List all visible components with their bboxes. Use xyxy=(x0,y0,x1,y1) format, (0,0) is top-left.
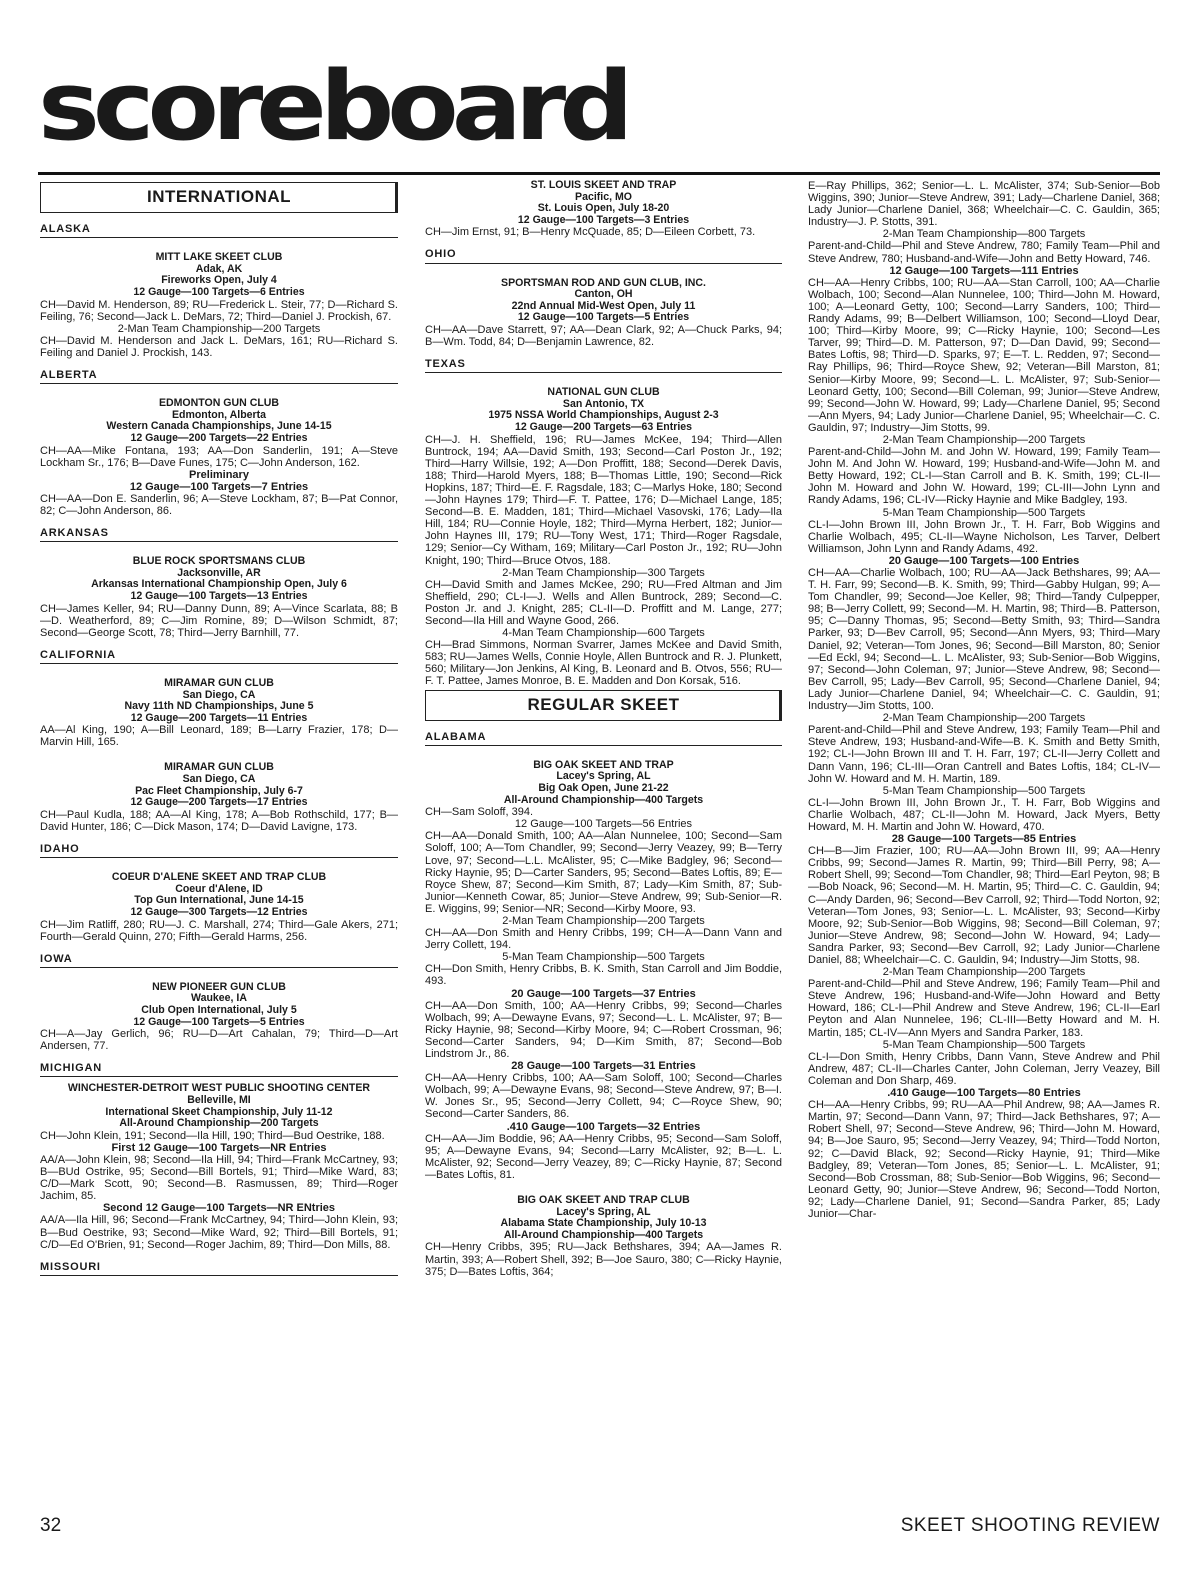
event-header-line: 12 Gauge—100 Targets—5 Entries xyxy=(133,1015,305,1028)
club-name: WINCHESTER-DETROIT WEST PUBLIC SHOOTING CENTER xyxy=(67,1082,371,1095)
masthead-rule xyxy=(38,172,1160,175)
results-text: CH—Henry Cribbs, 395; RU—Jack Bethshares, 394; AA—James R. Martin, 393; A—Robert Shell, 392; B—Joe Sauro, 380; C—Ricky Haynie, 375; D—Bates Loftis, 364; xyxy=(425,1241,782,1278)
results-text: CH—AA—Donald Smith, 100; AA—Alan Nunnelee, 100; Second—Sam Soloff, 100; A—Tom Chandler, 99; Second—Jerry Veazey, 99; B—Terry Love, 97; Second—L.L. McAlister, 95; C—Mike Badgley, 96; Second—Ricky Haynie, 95; D—Carter Sanders, 95; Second—Bates Loftis, 89; E—Royce Shew, 87; Second—Kim Smith, 87; Lady—Kim Smith, 87; Sub-Junior—Kenneth Cowar, 85; Junior—Steve Andrew, 99; Sub-Senior—R. E. Wiggins, 99; Senior—NR; Second—Kirby Moore, 93. xyxy=(425,830,782,915)
event-header-line: 12 Gauge—100 Targets—5 Entries xyxy=(517,311,690,324)
event-header-line: Pacific, MO xyxy=(575,190,632,203)
results-text: Parent-and-Child—John M. and John W. Howard, 199; Family Team—John M. And John W. Howard, 199; Husband-and-Wife—John M. and Betty Howard, 192; CL-I—Stan Carroll and B. K. Smith, 199; CL-II—John M. Howard and John W. Howard, 199; CL-III—John Lynn and Randy Adams, 196; CL-IV—Ricky Haynie and Mike Badgley, 193. xyxy=(808,446,1160,507)
results-text: CH—Don Smith, Henry Cribbs, B. K. Smith, Stan Carroll and Jim Boddie, 493. xyxy=(425,963,782,988)
club-name: BIG OAK SKEET AND TRAP CLUB xyxy=(517,1194,690,1207)
club-name: NEW PIONEER GUN CLUB xyxy=(152,980,286,993)
event-header-line: San Diego, CA xyxy=(182,688,256,701)
results-text: CH—B—Jim Frazier, 100; RU—AA—John Brown III, 99; AA—Henry Cribbs, 99; Second—James R. Martin, 99; Third—Bill Perry, 98; A—Robert Shell, 99; Second—Tom Chandler, 98; Third—Earl Peyton, 98; B—Bob Noack, 96; Second—M. H. Martin, 95; Third—C. C. Gauldin, 94; C—Andy Darden, 96; Second—Bev Carroll, 92; Third—Todd Norton, 92; Veteran—Tom Jones, 93; Senior—L. L. McAlister, 93; Second—Kirby Moore, 92; Sub-Senior—Bob Wiggins, 98; Second—Bill Coleman, 97; Junior—Steve Andrew, 98; Second—John W. Howard, 94; Lady—Sandra Parker, 93; Second—Bev Carroll, 92; Lady Junior—Charlene Daniel, 88; Wheelchair—C. C. Gauldin, 94; Industry—Jim Stotts, 98. xyxy=(808,845,1160,966)
club-name: MIRAMAR GUN CLUB xyxy=(164,676,274,689)
event-subheading: 5-Man Team Championship—500 Targets xyxy=(502,951,705,964)
column-1 xyxy=(40,180,398,1485)
event-header-line: Top Gun International, June 14-15 xyxy=(134,894,304,907)
event-header-line: Big Oak Open, June 21-22 xyxy=(538,781,669,794)
results-text: AA/A—John Klein, 98; Second—Ila Hill, 94; Third—Frank McCartney, 93; B—BUd Ostrike, 95; Second—Bill Bortels, 91; Third—Mike Ward, 83; C/D—Mark Scott, 90; Second—B. Rasmussen, 89; Third—Roger Jachim, 85. xyxy=(40,1154,398,1203)
event-subheading: 2-Man Team Championship—300 Targets xyxy=(502,566,705,579)
event-subheading: 2-Man Team Championship—200 Targets xyxy=(117,322,321,335)
results-text: CH—AA—Don Smith, 100; AA—Henry Cribbs, 99; Second—Charles Wolbach, 99; A—Dewayne Evans, 97; Second—L. L. McAlister, 97; B—Ricky Haynie, 98; Second—Kirby Moore, 94; C—Robert Crossman, 96; Second—Carter Sanders, 94; D—Kim Smith, 87; Second—Bob Lindstrom Jr., 86. xyxy=(425,999,782,1060)
event-header-line: All-Around Championship—200 Targets xyxy=(119,1117,319,1130)
event-subheading: 20 Gauge—100 Targets—37 Entries xyxy=(511,987,696,1000)
state-heading: MICHIGAN xyxy=(40,1062,398,1077)
results-text: CH—AA—Dave Starrett, 97; AA—Dean Clark, 92; A—Chuck Parks, 94; B—Wm. Todd, 84; D—Benjamin Lawrence, 82. xyxy=(425,323,782,349)
event-block xyxy=(425,387,782,687)
results-text: Parent-and-Child—Phil and Steve Andrew, 196; Family Team—Phil and Steve Andrew, 196; Husband-and-Wife—John Howard and Betty Howard, 186; CL-I—Phil Andrew and Steve Andrew, 196; CL-II—Earl Peyton and Alan Nunnelee, 196; CL-III—Betty Howard and M. H. Martin, 185; CL-IV—Ann Myers and Sandra Parker, 183. xyxy=(808,978,1160,1039)
results-text: CH—AA—Don E. Sanderlin, 96; A—Steve Lockham, 87; B—Pat Connor, 82; C—John Anderson, 86. xyxy=(40,492,398,517)
event-block xyxy=(40,398,398,517)
event-header-line: Lacey's Spring, AL xyxy=(556,1205,651,1218)
event-block xyxy=(40,762,398,833)
event-subheading: 12 Gauge—100 Targets—111 Entries xyxy=(889,264,1079,277)
event-block xyxy=(40,982,398,1053)
state-heading: ALABAMA xyxy=(425,731,782,746)
event-subheading: 5-Man Team Championship—500 Targets xyxy=(882,784,1086,797)
event-header-line: 12 Gauge—200 Targets—11 Entries xyxy=(130,711,308,724)
results-text: CH—AA—Henry Cribbs, 100; AA—Sam Soloff, 100; Second—Charles Wolbach, 99; A—Dewayne Evans, 98; Second—Steve Andrew, 97; B—I. W. Jones Sr., 95; Second—Jerry Collett, 94; C—Royce Shew, 90; Second—Carter Sanders, 86. xyxy=(425,1072,782,1121)
event-subheading: Preliminary xyxy=(189,468,249,481)
event-header-line: 12 Gauge—100 Targets—6 Entries xyxy=(133,285,305,298)
results-text: CH—A—Jay Gerlich, 96; RU—D—Art Cahalan, 79; Third—D—Art Andersen, 77. xyxy=(40,1028,398,1053)
club-name: EDMONTON GUN CLUB xyxy=(158,397,280,410)
page-number: 32 xyxy=(40,1515,62,1536)
results-text: CH—AA—Henry Cribbs, 99; RU—AA—Phil Andrew, 98; AA—James R. Martin, 97; Second—Dann Vann, 97; Third—Jack Bethshares, 97; A—Robert Shell, 97; Second—Steve Andrew, 96; Third—John M. Howard, 94; B—Joe Sauro, 95; Second—Jerry Veazey, 94; Third—Todd Norton, 92; C—David Black, 92; Second—Ricky Haynie, 91; Third—Mike Badgley, 89; Veteran—Tom Jones, 85; Senior—L. L. McAlister, 91; Second—Bob Crossman, 88; Sub-Senior—Bob Wiggins, 96; Second—Leonard Getty, 90; Junior—Steve Andrew, 96; Second—Todd Norton, 92; Lady—Charlene Daniel, 91; Second—Sandra Parker, 85; Lady Junior—Char- xyxy=(808,1099,1160,1220)
event-subheading: 12 Gauge—100 Targets—7 Entries xyxy=(129,480,309,493)
results-text: CH—AA—Jim Boddie, 96; AA—Henry Cribbs, 95; Second—Sam Soloff, 95; A—Dewayne Evans, 94; Second—Larry McAlister, 92; B—L. L. McAlister, 92; Second—Jerry Veazey, 89; C—Ricky Haynie, 87; Second—Bates Loftis, 81. xyxy=(425,1132,782,1181)
event-subheading: 2-Man Team Championship—200 Targets xyxy=(882,433,1086,446)
results-text: CH—Brad Simmons, Norman Svarrer, James McKee and David Smith, 583; RU—James Wells, Connie Hoyle, Allen Buntrock and R. J. Plunkett, 560; Military—Jon Jenkins, Al King, B. Leonard and B. Otvos, 556; RU—F. T. Pattee, James Monroe, B. E. Madden and Don Korsak, 516. xyxy=(425,639,782,688)
club-name: MITT LAKE SKEET CLUB xyxy=(155,251,283,264)
event-header-line: International Skeet Championship, July 11-12 xyxy=(105,1105,333,1118)
results-text: E—Ray Phillips, 362; Senior—L. L. McAlister, 374; Sub-Senior—Bob Wiggins, 390; Junior—Steve Andrew, 391; Lady—Charlene Daniel, 368; Lady Junior—Charlene Daniel, 368; Wheelchair—C. C. Gauldin, 365; Industry—J. P. Stotts, 391. xyxy=(808,180,1160,229)
results-text: CH—James Keller, 94; RU—Danny Dunn, 89; A—Vince Scarlata, 88; B—D. Weatherford, 89; C—Jim Romine, 89; D—Wilson Schmidt, 87; Second—George Scott, 78; Third—Jerry Barnhill, 77. xyxy=(40,602,398,639)
event-subheading: First 12 Gauge—100 Targets—NR Entries xyxy=(111,1141,327,1154)
results-text: CH—Jim Ernst, 91; B—Henry McQuade, 85; D—Eileen Corbett, 73. xyxy=(425,226,756,239)
event-header-line: Adak, AK xyxy=(195,262,243,275)
results-text: AA—Al King, 190; A—Bill Leonard, 189; B—Larry Frazier, 178; D—Marvin Hill, 165. xyxy=(40,724,398,749)
event-block xyxy=(40,1083,398,1250)
publication-name: SKEET SHOOTING REVIEW xyxy=(900,1515,1160,1536)
event-header-line: St. Louis Open, July 18-20 xyxy=(537,202,670,215)
results-text: CH—J. H. Sheffield, 196; RU—James McKee, 194; Third—Allen Buntrock, 194; AA—David Smith, 193; Second—Carl Poston Jr., 192; Third—Harry Willsie, 192; A—Don Proffitt, 188; Second—Derek Davis, 188; Third—Harold Myers, 188; B—Thomas Little, 190; Second—Rick Hopkins, 187; Third—E. F. Ragsdale, 183; C—Marlys Hoke, 180; Second—John Haynes 179; Third—F. T. Pattee, 176; D—Michael Lange, 185; Second—B. E. Madden, 181; Third—Michael Vasovski, 176; Lady—Ila Hill, 184; RU—Connie Hoyle, 182; Third—Myrna Herbert, 182; Junior—John Haynes III, 179; RU—Tony West, 171; Third—Roger Ragsdale, 129; Senior—Cy Witham, 169; Military—Carl Poston Jr., 192; RU—John Knight, 190; Third—Bruce Otvos, 188. xyxy=(425,433,782,567)
results-text: CH—AA—Charlie Wolbach, 100; RU—AA—Jack Bethshares, 99; AA—T. H. Farr, 99; Second—B. K. Smith, 99; Third—Gabby Hulgan, 99; A—Tom Chandler, 99; Second—Joe Keller, 98; Third—Tandy Culpepper, 98; B—Jerry Collett, 99; Second—M. H. Martin, 98; Third—B. Patterson, 95; C—Danny Thomas, 95; Second—Betty Smith, 93; Third—Sandra Parker, 93; D—Bev Carroll, 95; Second—Ann Myers, 93; Third—Mary Daniel, 92; Veteran—Tom Jones, 96; Second—Bill Marston, 80; Senior—Ed Eckl, 94; Second—L. L. McAlister, 93; Sub-Senior—Bob Wiggins, 97; Second—John Coleman, 97; Junior—Steve Andrew, 98; Second—Bev Carroll, 95; Lady—Bev Carroll, 95; Second—Charlene Daniel, 94; Lady Junior—Charlene Daniel, 94; Wheelchair—C. C. Gauldin, 91; Industry—Jim Stotts, 100. xyxy=(808,567,1160,713)
event-block xyxy=(808,180,1160,1220)
event-header-line: Club Open International, July 5 xyxy=(141,1003,297,1016)
event-header-line: Belleville, MI xyxy=(187,1094,251,1107)
state-heading: OHIO xyxy=(425,248,782,263)
event-header-line: Western Canada Championships, June 14-15 xyxy=(106,420,332,433)
club-name: NATIONAL GUN CLUB xyxy=(547,386,660,399)
results-text: CH—AA—Henry Cribbs, 100; RU—AA—Stan Carroll, 100; AA—Charlie Wolbach, 100; Second—Alan Nunnelee, 100; Third—John M. Howard, 100; A—Leonard Getty, 100; Second—Larry Sanders, 100; Third—Randy Adams, 99; B—Delbert Williamson, 100; Second—Lloyd Dear, 100; Third—Kirby Moore, 99; C—Ricky Haynie, 100; Second—Les Tarver, 99; Third—D. M. Patterson, 97; D—Dan David, 99; Second—Bates Loftis, 98; Third—D. Sparks, 97; E—T. L. Redden, 97; Second—Ray Phillips, 96; Third—Royce Shew, 92; Veteran—Bill Marston, 81; Senior—Kirby Moore, 99; Second—L. L. McAlister, 97; Sub-Senior—Leonard Getty, 100; Second—Bill Coleman, 99; Junior—Steve Andrew, 99; Second—John W. Howard, 99; Lady—Charlene Daniel, 95; Second—Ann Myers, 94; Lady Junior—Charlene Daniel, 95; Wheelchair—C. C. Gauldin, 97; Industry—Jim Stotts, 99. xyxy=(808,276,1160,434)
state-heading: ALBERTA xyxy=(40,369,398,384)
event-subheading: 2-Man Team Championship—800 Targets xyxy=(882,228,1086,241)
results-text: CL-I—Don Smith, Henry Cribbs, Dann Vann, Steve Andrew and Phil Andrew, 487; CL-II—Charles Canter, John Coleman, Jerry Veazey, Bill Coleman and Don Sharp, 469. xyxy=(808,1050,1160,1087)
state-heading: CALIFORNIA xyxy=(40,649,398,664)
event-header-line: Pac Fleet Championship, July 6-7 xyxy=(135,784,303,797)
results-text: CH—Sam Soloff, 394. xyxy=(425,806,534,819)
event-subheading: 2-Man Team Championship—200 Targets xyxy=(882,966,1086,979)
event-subheading: 4-Man Team Championship—600 Targets xyxy=(502,627,705,640)
club-name: MIRAMAR GUN CLUB xyxy=(164,761,274,774)
column-2 xyxy=(425,180,782,1485)
event-header-line: San Antonio, TX xyxy=(562,397,645,410)
results-text: CH—Paul Kudla, 188; AA—Al King, 178; A—Bob Rothschild, 177; B—David Hunter, 186; C—Dick Mason, 174; D—David Lavigne, 173. xyxy=(40,808,398,833)
masthead-title: scoreboard xyxy=(38,49,627,162)
state-heading: TEXAS xyxy=(425,358,782,373)
event-header-line: 12 Gauge—300 Targets—12 Entries xyxy=(130,905,308,918)
section-heading: REGULAR SKEET xyxy=(425,690,782,721)
event-subheading: 20 Gauge—100 Targets—100 Entries xyxy=(888,554,1080,567)
event-header-line: Coeur d'Alene, ID xyxy=(175,882,263,895)
event-block xyxy=(425,760,782,1181)
results-text: CL-I—John Brown III, John Brown Jr., T. H. Farr, Bob Wiggins and Charlie Wolbach, 495; CL-II—Wayne Nicholson, Les Tarver, Delbert Williamson, John Lynn and Randy Adams, 492. xyxy=(808,518,1160,555)
event-subheading: 5-Man Team Championship—500 Targets xyxy=(882,506,1086,519)
event-subheading: 2-Man Team Championship—200 Targets xyxy=(502,914,705,927)
event-block xyxy=(425,1195,782,1278)
event-header-line: 12 Gauge—200 Targets—17 Entries xyxy=(130,796,308,809)
state-heading: ALASKA xyxy=(40,223,398,238)
event-header-line: 12 Gauge—100 Targets—13 Entries xyxy=(130,589,308,602)
results-text: CH—David M. Henderson, 89; RU—Frederick L. Steir, 77; D—Richard S. Feiling, 76; Second—Jack L. DeMars, 72; Third—Daniel J. Prockish, 67. xyxy=(40,298,398,323)
event-header-line: Waukee, IA xyxy=(191,992,247,1005)
results-text: CL-I—John Brown III, John Brown Jr., T. H. Farr, Bob Wiggins and Charlie Wolbach, 487; CL-II—John M. Howard, Jack Myers, Betty Howard, M. H. Martin and John W. Howard, 470. xyxy=(808,796,1160,833)
results-text: CH—AA—Mike Fontana, 193; AA—Don Sanderlin, 191; A—Steve Lockham Sr., 176; B—Dave Funes, 175; C—John Anderson, 162. xyxy=(40,444,398,469)
event-block xyxy=(425,180,782,238)
event-subheading: .410 Gauge—100 Targets—80 Entries xyxy=(887,1087,1081,1100)
event-block xyxy=(40,252,398,359)
event-header-line: All-Around Championship—400 Targets xyxy=(503,1228,704,1241)
event-block xyxy=(425,278,782,349)
event-header-line: 12 Gauge—100 Targets—3 Entries xyxy=(517,213,690,226)
event-header-line: All-Around Championship—400 Targets xyxy=(503,793,704,806)
event-header-line: Navy 11th ND Championships, June 5 xyxy=(124,700,314,713)
state-heading: IOWA xyxy=(40,953,398,968)
event-subheading: 5-Man Team Championship—500 Targets xyxy=(882,1038,1086,1051)
state-heading: MISSOURI xyxy=(40,1261,398,1276)
event-header-line: Alabama State Championship, July 10-13 xyxy=(500,1217,707,1230)
event-header-line: 22nd Annual Mid-West Open, July 11 xyxy=(511,299,696,312)
event-subheading: 28 Gauge—100 Targets—31 Entries xyxy=(511,1060,696,1073)
event-subheading: .410 Gauge—100 Targets—32 Entries xyxy=(506,1120,701,1133)
club-name: SPORTSMAN ROD AND GUN CLUB, INC. xyxy=(501,276,706,289)
event-subheading: 12 Gauge—100 Targets—56 Entries xyxy=(514,818,693,831)
club-name: BLUE ROCK SPORTSMANS CLUB xyxy=(132,555,306,568)
event-header-line: Arkansas International Championship Open, July 6 xyxy=(91,578,347,591)
results-text: Parent-and-Child—Phil and Steve Andrew, 780; Family Team—Phil and Steve Andrew, 780; Husband-and-Wife—John and Betty Howard, 746. xyxy=(808,240,1160,265)
results-text: CH—David Smith and James McKee, 290; RU—Fred Altman and Jim Sheffield, 290; CL-I—J. Wells and Allen Buntrock, 289; Second—C. Poston Jr. and J. Knight, 285; CL-II—D. Proffitt and M. Lange, 277; Second—Ila Hill and Wayne Good, 266. xyxy=(425,578,782,627)
event-header-line: Lacey's Spring, AL xyxy=(556,770,651,783)
event-subheading: 2-Man Team Championship—200 Targets xyxy=(882,712,1086,725)
event-header-line: San Diego, CA xyxy=(182,773,256,786)
results-text: CH—AA—Don Smith and Henry Cribbs, 199; CH—A—Dann Vann and Jerry Collett, 194. xyxy=(425,927,782,952)
event-header-line: 12 Gauge—200 Targets—22 Entries xyxy=(130,431,308,444)
event-subheading: Second 12 Gauge—100 Targets—NR ENtries xyxy=(102,1202,336,1215)
event-header-line: 1975 NSSA World Championships, August 2-3 xyxy=(488,409,719,422)
results-text: CH—David M. Henderson and Jack L. DeMars, 161; RU—Richard S. Feiling and Daniel J. Prockish, 143. xyxy=(40,334,398,359)
section-heading: INTERNATIONAL xyxy=(40,182,398,213)
state-heading: ARKANSAS xyxy=(40,527,398,542)
event-block xyxy=(40,872,398,943)
state-heading: IDAHO xyxy=(40,843,398,858)
event-block xyxy=(40,678,398,749)
event-block xyxy=(40,556,398,639)
event-header-line: Jacksonville, AR xyxy=(177,566,261,579)
event-header-line: 12 Gauge—200 Targets—63 Entries xyxy=(514,421,693,433)
column-3 xyxy=(808,180,1160,1485)
results-text: CH—Jim Ratliff, 280; RU—J. C. Marshall, 274; Third—Gale Akers, 271; Fourth—Gerald Quinn, 270; Fifth—Gerald Harms, 256. xyxy=(40,918,398,943)
club-name: ST. LOUIS SKEET AND TRAP xyxy=(530,180,677,191)
results-text: Parent-and-Child—Phil and Steve Andrew, 193; Family Team—Phil and Steve Andrew, 193; Husband-and-Wife—B. K. Smith and Betty Smith, 192; CL-I—John Brown III and T. H. Farr, 197; CL-II—Jerry Collett and Dann Vann, 196; CL-III—Oran Cantrell and Bates Loftis, 184; CL-IV—John W. Howard and M. H. Martin, 189. xyxy=(808,724,1160,785)
club-name: COEUR D'ALENE SKEET AND TRAP CLUB xyxy=(111,871,327,884)
results-text: AA/A—Ila Hill, 96; Second—Frank McCartney, 94; Third—John Klein, 93; B—Bud Oestrike, 93; Second—Mike Ward, 92; Third—Bill Bortels, 91; C/D—Ed O'Brien, 91; Second—Roger Jachim, 89; Third—Don Mills, 88. xyxy=(40,1214,398,1251)
event-header-line: Canton, OH xyxy=(574,288,633,301)
results-text: CH—John Klein, 191; Second—Ila Hill, 190; Third—Bud Oestrike, 188. xyxy=(40,1129,385,1142)
event-header-line: Fireworks Open, July 4 xyxy=(161,274,277,287)
event-subheading: 28 Gauge—100 Targets—85 Entries xyxy=(891,833,1077,846)
event-header-line: Edmonton, Alberta xyxy=(171,408,267,421)
club-name: BIG OAK SKEET AND TRAP xyxy=(533,758,674,771)
